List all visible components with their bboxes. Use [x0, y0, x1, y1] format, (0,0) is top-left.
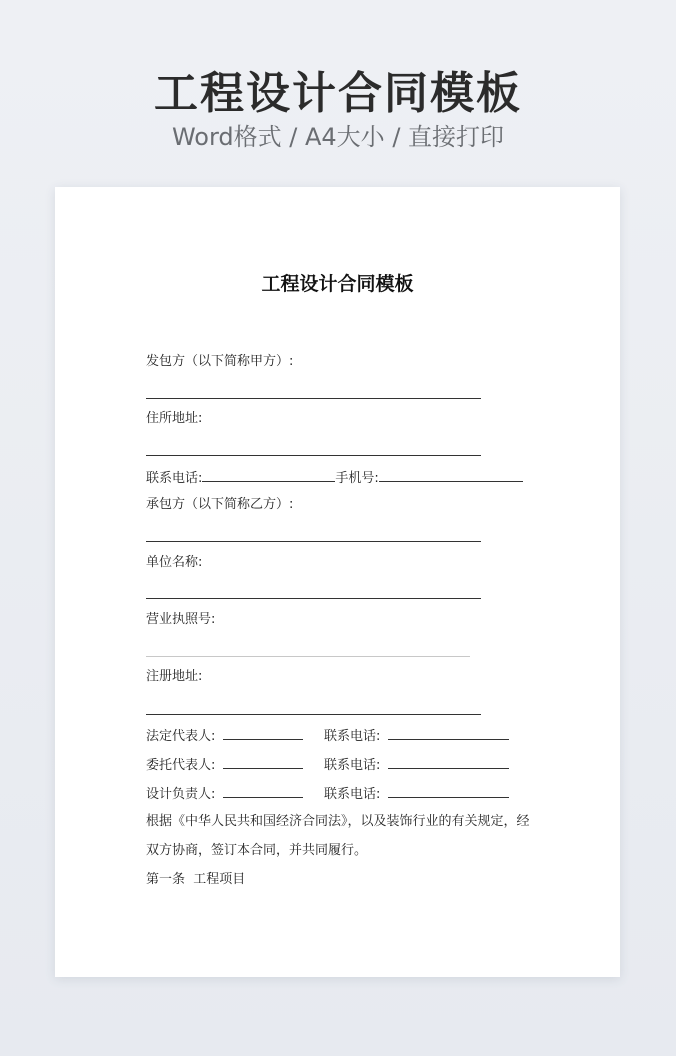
reg-address-label: 注册地址: — [146, 669, 203, 684]
proxy-rep-blank[interactable] — [223, 755, 303, 769]
designer-row — [146, 784, 303, 804]
clause-line-1: 根据《中华人民共和国经济合同法》，以及装饰行业的有关规定，经 — [146, 814, 530, 829]
mobile-label: 手机号: — [335, 471, 379, 486]
proxy-rep-label: 委托代表人: — [146, 758, 216, 773]
designer-phone-label: 联系电话: — [324, 787, 381, 802]
party-a-blank[interactable] — [146, 398, 481, 399]
banner-title: 工程设计合同模板 — [154, 68, 522, 119]
license-blank[interactable] — [146, 656, 470, 657]
legal-rep-phone-label: 联系电话: — [324, 729, 381, 744]
designer-phone-row — [324, 784, 509, 804]
reg-address-blank[interactable] — [146, 714, 481, 715]
proxy-rep-phone-blank[interactable] — [388, 755, 509, 769]
designer-phone-blank[interactable] — [388, 784, 509, 798]
legal-rep-blank[interactable] — [223, 726, 303, 740]
phone-blank[interactable] — [202, 468, 335, 482]
clause-line-2: 双方协商，签订本合同，并共同履行。 — [146, 843, 368, 858]
designer-blank[interactable] — [223, 784, 303, 798]
party-b-label: 承包方（以下简称乙方）: — [146, 497, 294, 512]
legal-rep-label: 法定代表人: — [146, 729, 216, 744]
proxy-rep-row — [146, 755, 303, 775]
address-blank[interactable] — [146, 455, 481, 456]
address-label: 住所地址: — [146, 411, 203, 426]
license-label: 营业执照号: — [146, 612, 216, 627]
legal-rep-phone-row — [324, 726, 509, 746]
designer-label: 设计负责人: — [146, 787, 216, 802]
banner-subtitle: Word格式 / A4大小 / 直接打印 — [171, 123, 505, 151]
document-title: 工程设计合同模板 — [261, 273, 414, 295]
phone-label: 联系电话: — [146, 471, 203, 486]
legal-rep-phone-blank[interactable] — [388, 726, 509, 740]
mobile-blank[interactable] — [379, 468, 523, 482]
proxy-rep-phone-row — [324, 755, 509, 775]
article-1-heading: 第一条 工程项目 — [146, 872, 246, 887]
unit-name-blank[interactable] — [146, 598, 481, 599]
proxy-rep-phone-label: 联系电话: — [324, 758, 381, 773]
party-a-label: 发包方（以下简称甲方）: — [146, 354, 294, 369]
party-b-blank[interactable] — [146, 541, 481, 542]
unit-name-label: 单位名称: — [146, 555, 203, 570]
document-page — [55, 187, 620, 977]
phone-row — [146, 468, 523, 488]
legal-rep-row — [146, 726, 303, 746]
